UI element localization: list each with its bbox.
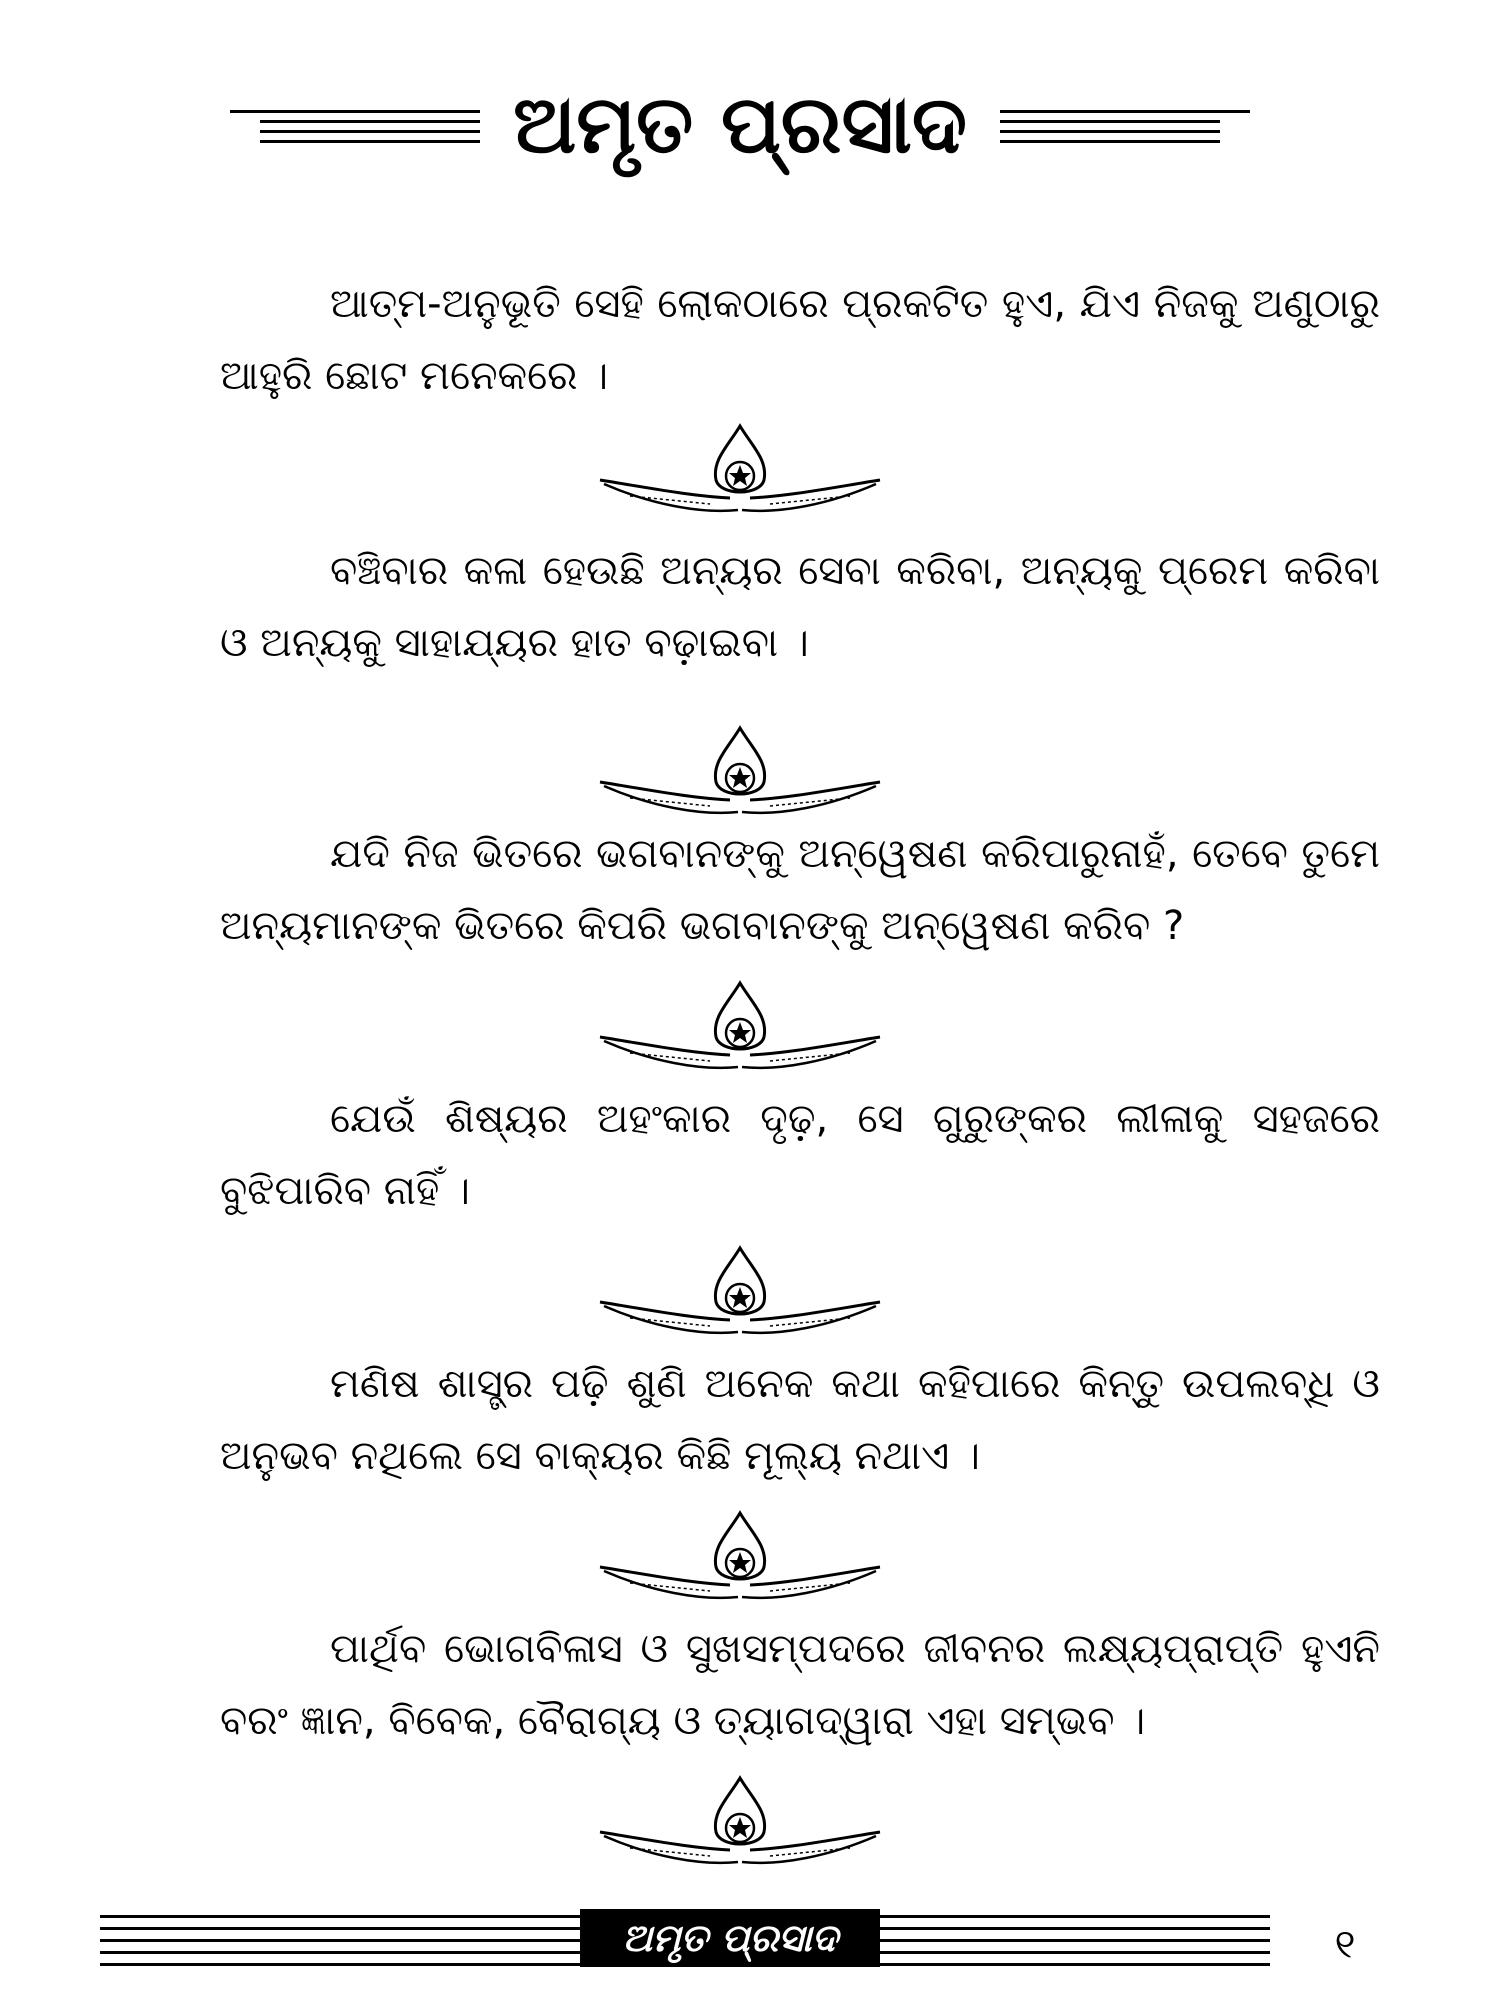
star-emblem-wings-icon [590,720,890,820]
quote-text: ଆତ୍ମ-ଅନୁଭୂତି ସେହି ଲୋକଠାରେ ପ୍ରକଟିତ ହୁଏ, ଯିଏ ନିଜକୁ ଅଣୁଠାରୁ ଆହୁରି ଛୋଟ ମନେକରେ । [220,281,1380,399]
quote-2 [220,535,1380,679]
quote-text: ମଣିଷ ଶାସ୍ତ୍ର ପଢ଼ି ଶୁଣି ଅନେକ କଥା କହିପାରେ କିନ୍ତୁ ଉପଲବ୍ଧି ଓ ଅନୁଭବ ନଥିଲେ ସେ ବାକ୍ୟର କିଛି ମୂଲ୍ୟ ନଥାଏ । [220,1361,1380,1479]
ornament-divider [590,720,890,820]
quote-4 [220,1083,1380,1227]
ornament-divider [590,1240,890,1340]
page-title: ଅମୃତ ପ୍ରସାଦ [513,78,967,171]
header-rule-right [1000,110,1250,150]
ornament-divider [590,1770,890,1870]
page-footer [100,1905,1270,1975]
ornament-divider [590,975,890,1075]
quote-3 [220,818,1380,962]
quote-text: ପାର୍ଥିବ ଭୋଗବିଳାସ ଓ ସୁଖସମ୍ପଦରେ ଜୀବନର ଲକ୍ଷ୍ୟପ୍ରାପ୍ତି ହୁଏନି ବରଂ ଜ୍ଞାନ, ବିବେକ, ବୈରାଗ୍ୟ ଓ ତ୍ୟାଗଦ୍ୱାରା ଏହା ସମ୍ଭବ । [220,1626,1380,1744]
star-emblem-wings-icon [590,418,890,518]
quote-5 [220,1348,1380,1492]
star-emblem-wings-icon [590,1240,890,1340]
page-number: ୧ [1334,1922,1356,1968]
ornament-divider [590,1505,890,1605]
footer-title: ଅମୃତ ପ୍ରସାଦ [580,1909,880,1967]
quote-text: ଯେଉଁ ଶିଷ୍ୟର ଅହଂକାର ଦୃଢ଼, ସେ ଗୁରୁଙ୍କର ଲୀଳାକୁ ସହଜରେ ବୁଝିପାରିବ ନାହିଁ । [220,1096,1380,1214]
star-emblem-wings-icon [590,1770,890,1870]
ornament-divider [590,418,890,518]
star-emblem-wings-icon [590,1505,890,1605]
star-emblem-wings-icon [590,975,890,1075]
quote-text: ବଞ୍ଚିବାର କଳା ହେଉଛି ଅନ୍ୟର ସେବା କରିବା, ଅନ୍ୟକୁ ପ୍ରେମ କରିବା ଓ ଅନ୍ୟକୁ ସାହାଯ୍ୟର ହାତ ବଢ଼ାଇବା । [220,548,1380,666]
quote-1 [220,268,1380,412]
quote-6 [220,1613,1380,1757]
quote-text: ଯଦି ନିଜ ଭିତରେ ଭଗବାନଙ୍କୁ ଅନ୍ୱେଷଣ କରିପାରୁନାହଁ, ତେବେ ତୁମେ ଅନ୍ୟମାନଙ୍କ ଭିତରେ କିପରି ଭଗବାନଙ୍କୁ ଅନ୍ୱେଷଣ କରିବ ? [220,831,1380,949]
header-rule-left [230,110,480,150]
page-header [220,70,1260,180]
